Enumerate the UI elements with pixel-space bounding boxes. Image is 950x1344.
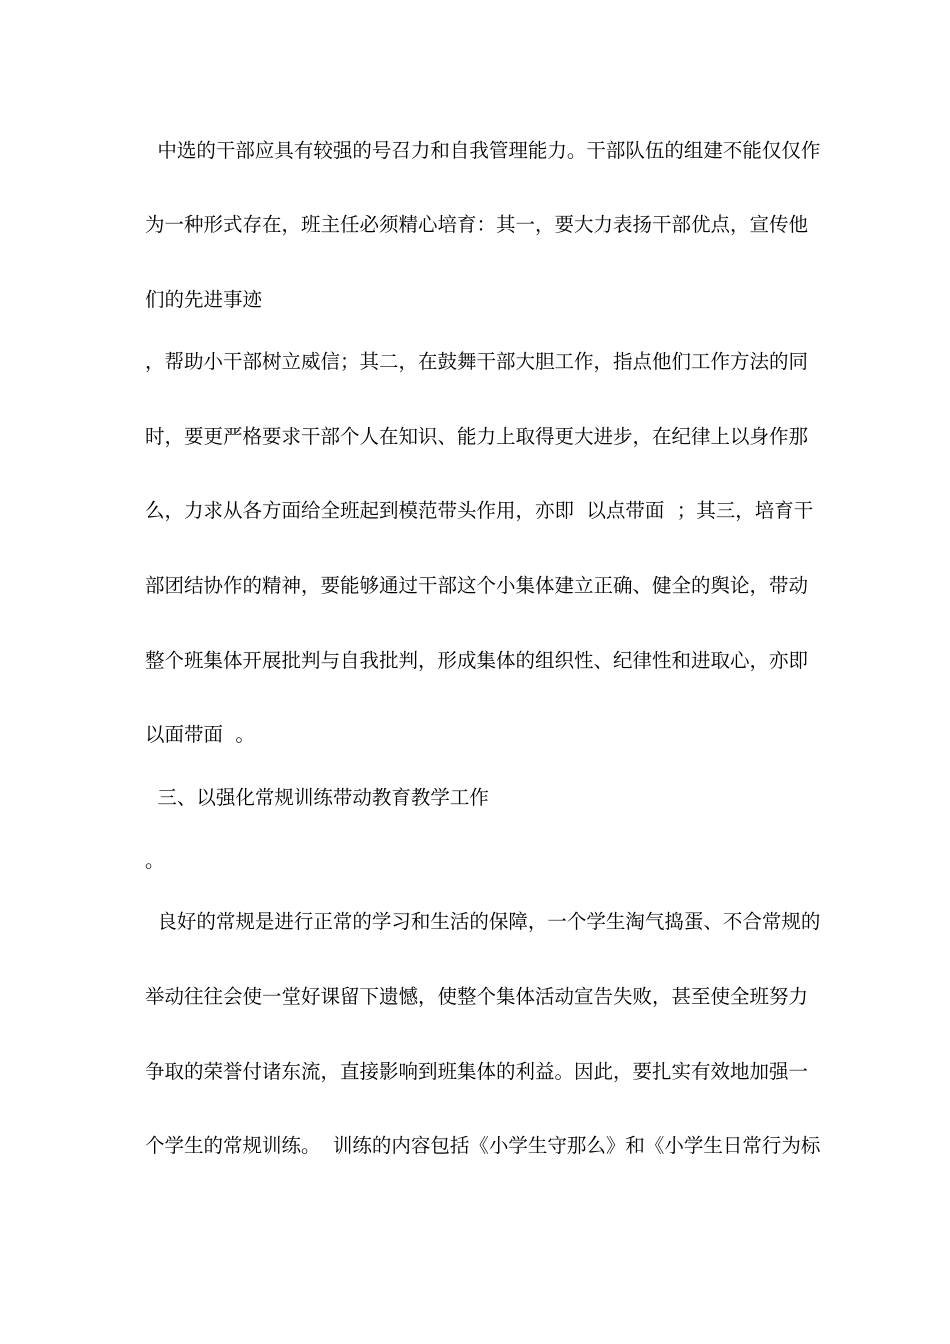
text-line: 良好的常规是进行正常的学习和生活的保障，一个学生淘气捣蛋、不合常规的 xyxy=(145,910,821,933)
text-line: 中选的干部应具有较强的号召力和自我管理能力。干部队伍的组建不能仅仅作 xyxy=(145,139,821,162)
text-line: ，帮助小干部树立威信；其二，在鼓舞干部大胆工作，指点他们工作方法的同 xyxy=(145,350,809,373)
text-line: 以面带面 。 xyxy=(145,723,255,746)
section-heading: 三、以强化常规训练带动教育教学工作 xyxy=(145,786,489,809)
text-line: 们的先进事迹 xyxy=(145,288,263,311)
text-line: 。 xyxy=(145,849,165,872)
text-line: 么，力求从各方面给全班起到模范带头作用，亦即 以点带面 ；其三，培育干 xyxy=(145,499,814,522)
text-line: 举动往往会使一堂好课留下遗憾，使整个集体活动宣告失败，甚至使全班努力 xyxy=(145,985,809,1008)
text-line: 争取的荣誉付诸东流，直接影响到班集体的利益。因此，要扎实有效地加强一 xyxy=(145,1060,809,1083)
text-line: 时，要更严格要求干部个人在知识、能力上取得更大进步，在纪律上以身作那 xyxy=(145,425,809,448)
text-line: 整个班集体开展批判与自我批判，形成集体的组织性、纪律性和进取心，亦即 xyxy=(145,649,809,672)
text-line: 为一种形式存在，班主任必须精心培育：其一，要大力表扬干部优点，宣传他 xyxy=(145,213,809,236)
text-line: 个学生的常规训练。 训练的内容包括《小学生守那么》和《小学生日常行为标 xyxy=(145,1134,821,1157)
text-line: 部团结协作的精神，要能够通过干部这个小集体建立正确、健全的舆论，带动 xyxy=(145,574,809,597)
